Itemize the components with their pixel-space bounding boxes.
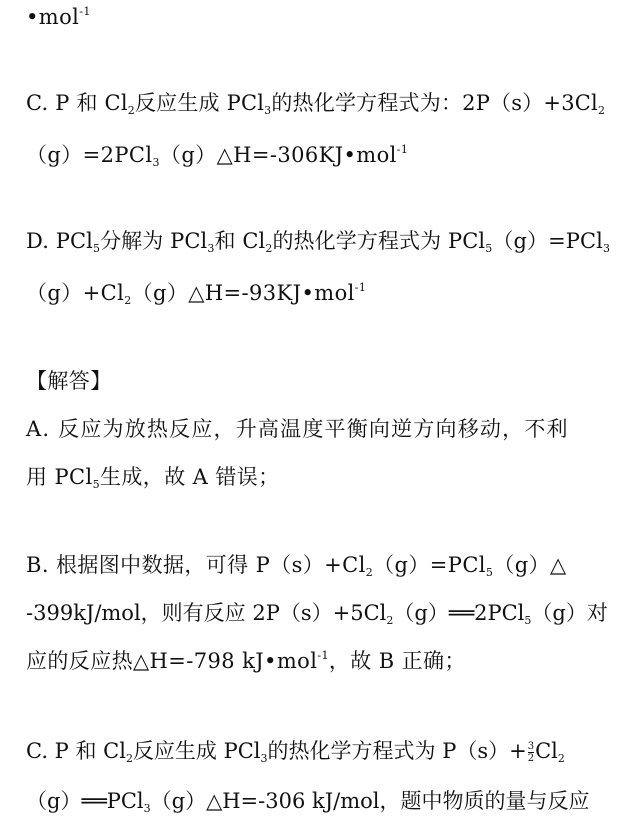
- option-c-line-2: （g）=2PCl$_3$（g）△H=-306KJ•mol$^{-1}$: [26, 143, 409, 169]
- answer-c-line-2: （g）══PCl$_3$（g）△H=-306 kJ/mol，题中物质的量与反应: [26, 789, 590, 815]
- answer-b-line-3: 应的反应热△H=-798 kJ•mol$^{-1}$，故 B 正确；: [26, 649, 466, 673]
- text-line-1: •mol$^{-1}$: [26, 5, 91, 29]
- answer-b-line-1: B. 根据图中数据，可得 $P(s)+Cl_2(g)=PCl_5(g)\triangle$: [26, 553, 567, 579]
- option-c-line-1: C. P 和 $Cl_2$反应生成 PCl$_3$的热化学方程式为：$2P(s)+3Cl_2$: [26, 91, 606, 117]
- fraction-three-halves: $\frac{3}{2}$: [527, 741, 535, 764]
- answer-a-line-1: A. 反应为放热反应，升高温度平衡向逆方向移动，不利: [26, 417, 569, 441]
- option-d-line-2: $(g)+Cl_2(g)\triangle H=-93KJ•mol^{-1}$: [26, 281, 367, 307]
- answer-c-line-1: C. P 和 $Cl_2$反应生成 PCl$_3$的热化学方程式为 P（s）+ $\frac{3}{2}$ $Cl_2$: [26, 739, 565, 765]
- option-d-line-1: D. PCl$_5$分解为 PCl$_3$和 $Cl_2$的热化学方程式为 PCl$_5$（g）=PCl$_3$: [26, 229, 611, 255]
- answer-heading: 【解答】: [26, 369, 112, 393]
- answer-a-line-2: 用 PCl$_5$生成，故 A 错误；: [26, 465, 280, 491]
- answer-b-line-2: -399kJ/mol，则有反应 $2P(s)+5Cl_2(g)══2PCl_5(g)$对: [26, 601, 608, 627]
